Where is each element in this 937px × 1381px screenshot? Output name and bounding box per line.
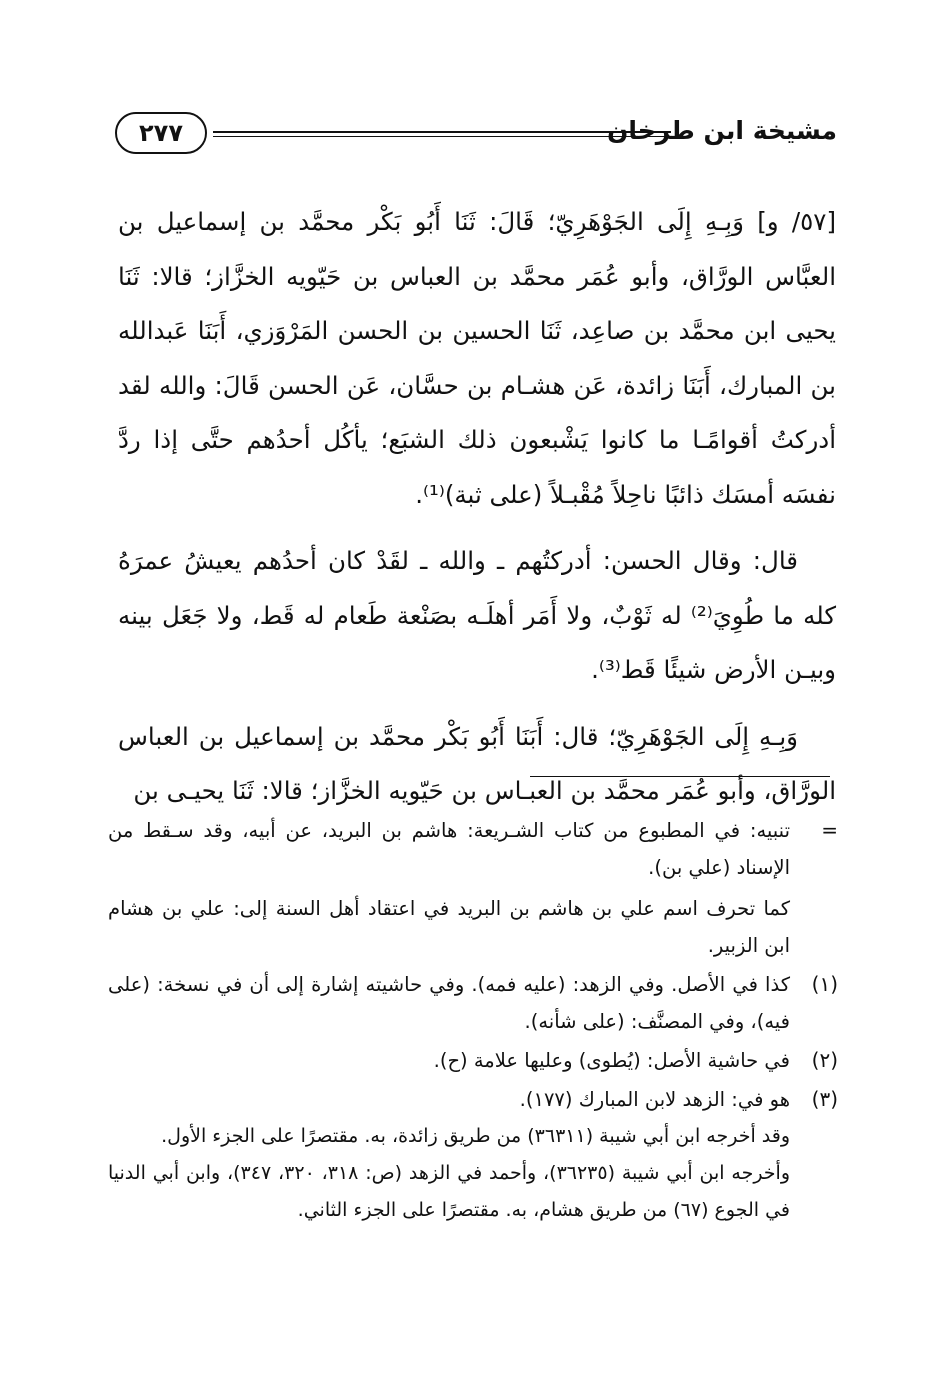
footnote-2	[108, 1042, 838, 1079]
footnote-number: (١)	[811, 972, 838, 996]
main-text	[118, 195, 836, 819]
footnote-text: كذا في الأصل. وفي الزهد: (عليه فمه). وفي حاشيته إشارة إلى أن في نسخة: (على فيه)، وفي المصنَّف: (على شأنه).	[108, 973, 790, 1033]
footnote-text: هو في: الزهد لابن المبارك (١٧٧).	[519, 1088, 790, 1111]
header-rule-thick	[213, 131, 671, 133]
paragraph-57: [٥٧/ و] وَبِـهِ إِلَى الجَوْهَرِيّ؛ قَالَ: ثَنَا أَبُو بَكْر محمَّد بن إسماعيل بن العبَّاس الورَّاق، وأبو عُمَر محمَّد بن العباس بن حَيّويه الخزَّاز؛ قالا: ثَنَا يحيى ابن محمَّد بن صاعِد، ثَنَا الحسين بن الحسن المَرْوَزي، أَبَنَا عَبدالله بن المبارك، أَبَنَا زائدة، عَن هشـام بن حسَّان، عَن الحسن قَالَ: والله لقد أدركتُ أقوامًـا ما كانوا يَشْبعون ذلك الشبَع؛ يأكُل أحدُهم حتَّى إذا ردَّ نفسَه أمسَك ذائبًا ناحِلاً مُقْبـلاً (على ثبة)⁽¹⁾.	[118, 207, 836, 509]
page-header	[115, 110, 837, 162]
footnote-continued	[108, 812, 838, 964]
footnote-line: وقد أخرجه ابن أبي شيبة (٣٦٣١١) من طريق زائدة، به. مقتصرًا على الجزء الأول.	[161, 1125, 790, 1147]
footnotes	[108, 812, 838, 1229]
footnote-number: (٣)	[811, 1087, 838, 1111]
footnote-line: وأخرجه ابن أبي شيبة (٣٦٢٣٥)، وأحمد في الزهد (ص: ٣١٨، ٣٢٠، ٣٤٧)، وابن أبي الدنيا في الجوع (٦٧) من طريق هشام، به. مقتصرًا على الجزء الثاني.	[108, 1162, 791, 1221]
footnote-1	[108, 966, 838, 1040]
header-rule-thin	[213, 136, 671, 137]
footnote-line: تنبيه: في المطبوع من كتاب الشـريعة: هاشم بن البريد، عن أبيه، وقد سـقط من الإسناد (علي بن).	[108, 819, 790, 879]
footnote-text: في حاشية الأصل: (يُطوى) وعليها علامة (ح).	[433, 1049, 790, 1072]
running-title: مشيخة ابن طرخان	[606, 116, 837, 145]
paragraph-isnad: وَبِـهِ إِلَى الجَوْهَرِيّ؛ قال: أَبَنَا أَبُو بَكْر محمَّد بن إسماعيل بن العباس الورَّاق، وأبو عُمَر محمَّد بن العبـاس بن حَيّويه الخزَّاز؛ قالا: ثَنَا يحيـى بن	[118, 721, 836, 805]
footnote-separator	[530, 776, 830, 777]
footnote-3	[108, 1081, 838, 1118]
paragraph-hasan: قال: وقال الحسن: أدركتُهم ـ والله ـ لقَدْ كان أحدُهم يعيشُ عمرَهُ كله ما طُوِيَ⁽²⁾ له ثَوْبٌ، ولا أَمَر أهلَـه بصَنْعة طَعام له قَط، ولا جَعَل بينه وبيـن الأرض شيئًا قَط⁽³⁾.	[118, 546, 836, 684]
footnote-line: كما تحرف اسم علي بن هاشم بن البريد في اعتقاد أهل السنة إلى: علي بن هشام ابن الزبير.	[108, 897, 790, 957]
footnote-number: (٢)	[811, 1048, 838, 1072]
continuation-mark: =	[821, 818, 838, 842]
header-rule	[213, 131, 671, 139]
page-number: ٢٧٧	[115, 112, 207, 154]
